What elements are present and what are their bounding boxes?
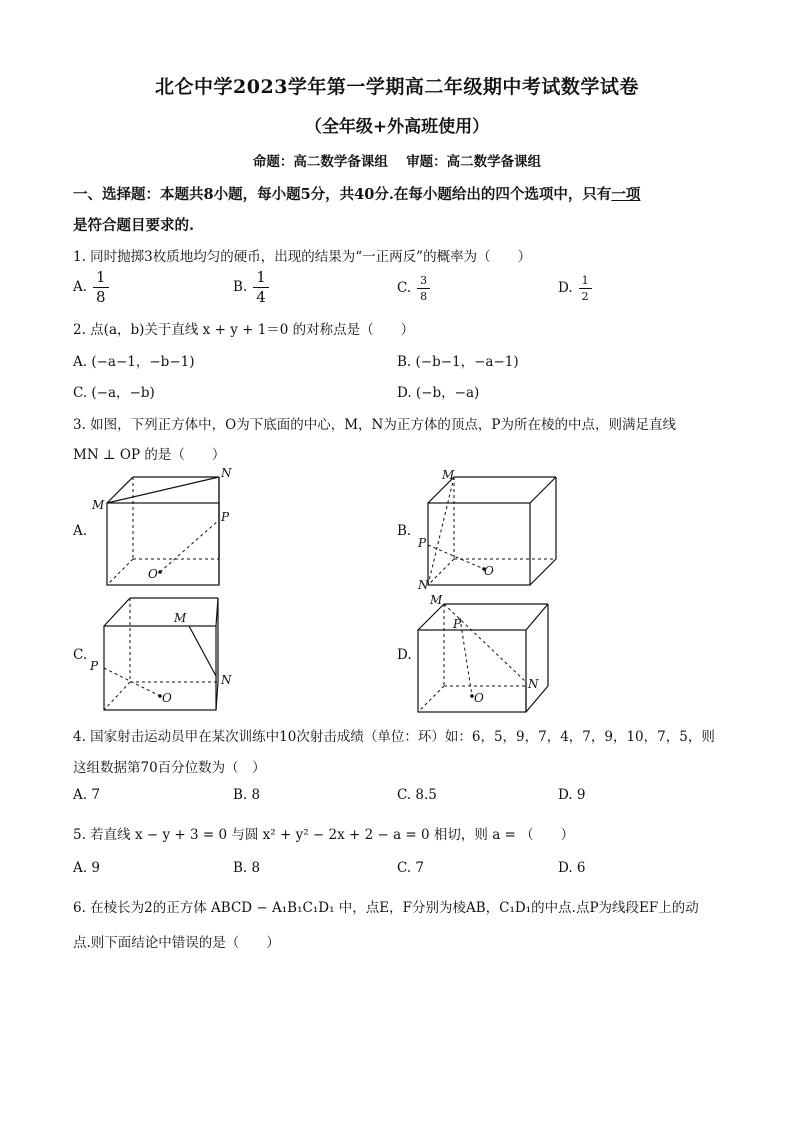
question-5-stem: 5. 若直线 x − y + 3 = 0 与圆 x² + y² − 2x + 2 − a = 0 相切，则 a = （ ） (73, 827, 575, 843)
label-m: M (174, 611, 187, 625)
section-instructions-line1: 一、选择题：本题共8小题，每小题5分，共40分.在每小题给出的四个选项中，只有一项 (73, 186, 641, 203)
exam-title: 北仑中学2023学年第一学期高二年级期中考试数学试卷 (155, 76, 639, 98)
label-n: N (418, 578, 429, 592)
label-o: O (484, 564, 494, 578)
question-1-stem: 1. 同时抛掷3枚质地均匀的硬币，出现的结果为“一正两反”的概率为（ ） (73, 249, 532, 265)
label-o: O (474, 691, 484, 705)
question-2-option-b: B. (−b−1，−a−1) (397, 354, 519, 370)
cube-figure-d (412, 592, 552, 722)
question-2-option-a: A. (−a−1，−b−1) (73, 354, 195, 370)
question-4-stem-line2: 这组数据第70百分位数为（ ） (73, 760, 266, 776)
question-2-stem: 2. 点(a，b)关于直线 x + y + 1＝0 的对称点是（ ） (73, 322, 415, 338)
question-4-option-b: B. 8 (233, 787, 261, 803)
question-1-option-c: C. $\frac{3}{8}$ (397, 275, 430, 302)
label-m: M (442, 468, 455, 482)
label-n: N (221, 673, 232, 687)
question-5-option-b: B. 8 (233, 860, 261, 876)
label-o: O (148, 567, 158, 581)
question-2-option-d: D. (−b，−a) (397, 385, 480, 401)
cube-figure-c (88, 592, 248, 722)
question-1-option-d: D. $\frac{1}{2}$ (558, 275, 592, 302)
question-5-option-a: A. 9 (73, 860, 100, 876)
question-4-option-c: C. 8.5 (397, 787, 437, 803)
question-1-option-b: B. $\frac{1}{4}$ (233, 270, 269, 305)
question-3-option-d-label: D. (397, 647, 412, 663)
label-o: O (162, 691, 172, 705)
question-5-option-c: C. 7 (397, 860, 425, 876)
question-3-option-a-label: A. (73, 523, 88, 539)
cube-figure-a (88, 465, 248, 595)
question-3-option-b-label: B. (397, 523, 412, 539)
question-3-stem-line2: MN ⊥ OP 的是（ ） (73, 447, 226, 463)
label-p: P (221, 510, 230, 524)
underlined-text: 一项 (611, 186, 641, 203)
exam-authors: 命题：高二数学备课组 审题：高二数学备课组 (252, 154, 542, 170)
label-m: M (430, 593, 443, 607)
question-4-option-a: A. 7 (73, 787, 100, 803)
question-2-option-c: C. (−a，−b) (73, 385, 155, 401)
question-6-stem-line1: 6. 在棱长为2的正方体 ABCD − A₁B₁C₁D₁ 中，点E，F分别为棱AB，C₁D₁的中点.点P为线段EF上的动 (73, 900, 699, 916)
question-4-stem-line1: 4. 国家射击运动员甲在某次训练中10次射击成绩（单位：环）如：6，5，9，7，4，7，9，10，7，5，则 (73, 729, 715, 745)
label-n: N (221, 466, 232, 480)
question-1-option-a: A. $\frac{1}{8}$ (73, 270, 109, 305)
question-6-stem-line2: 点.则下面结论中错误的是（ ） (73, 935, 280, 951)
question-3-stem-line1: 3. 如图，下列正方体中，O为下底面的中心，M，N为正方体的顶点，P为所在棱的中点，则满足直线 (73, 417, 676, 433)
question-5-option-d: D. 6 (558, 860, 586, 876)
label-p: P (418, 536, 427, 550)
label-p: P (90, 659, 99, 673)
question-3-option-c-label: C. (73, 647, 88, 663)
section-instructions-line2: 是符合题目要求的. (73, 217, 195, 234)
exam-subtitle: （全年级+外高班使用） (304, 117, 490, 137)
cube-figure-b (412, 465, 552, 595)
label-m: M (92, 498, 105, 512)
label-p: P (453, 617, 462, 631)
question-4-option-d: D. 9 (558, 787, 586, 803)
label-n: N (528, 677, 539, 691)
